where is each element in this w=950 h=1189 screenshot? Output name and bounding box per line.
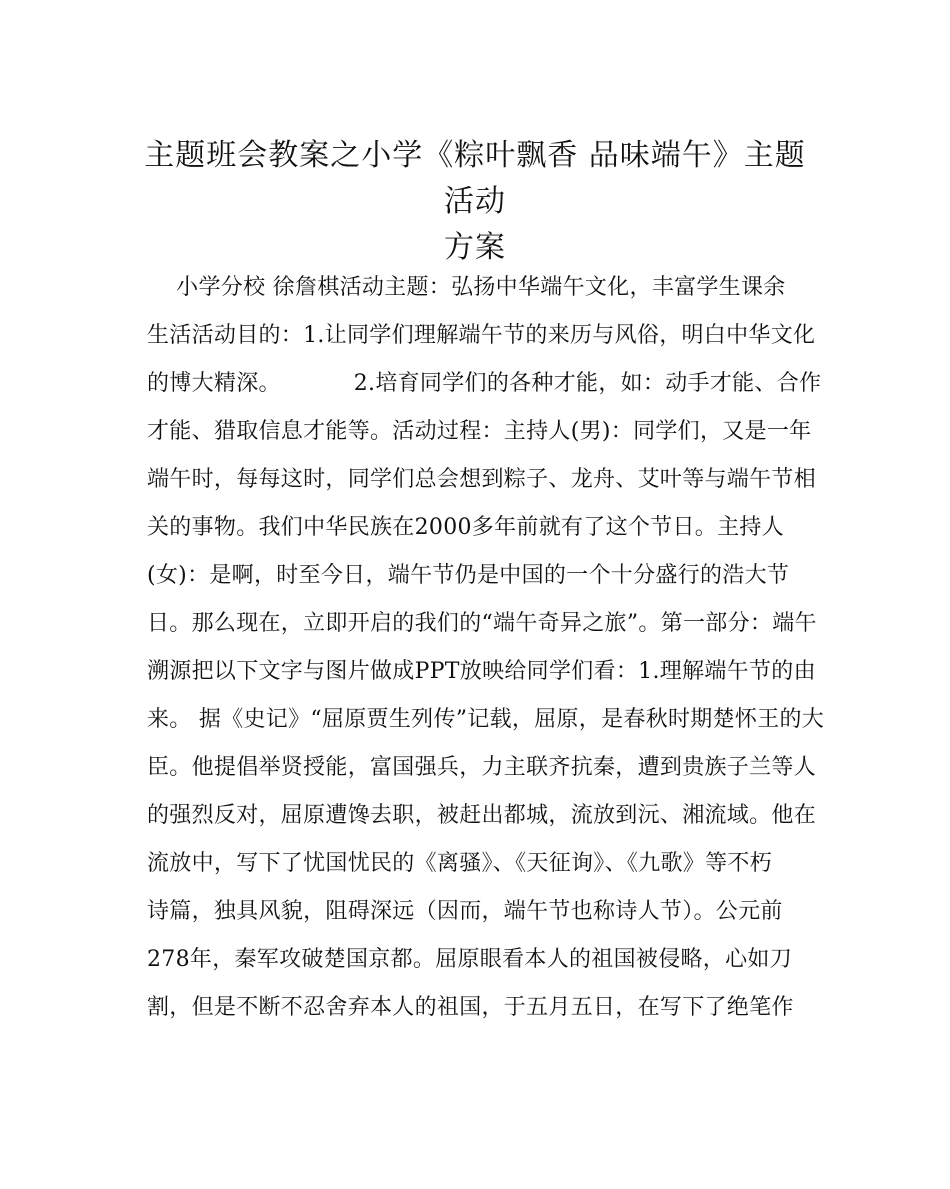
body-line-15: 278年，秦军攻破楚国京都。屈原眼看本人的祖国被侵略，心如刀 xyxy=(147,947,792,972)
body-line-1: 小学分校 徐詹棋活动主题：弘扬中华端午文化，丰富学生课余 xyxy=(147,275,786,300)
body-line-3: 的博大精深。 2.培育同学们的各种才能，如：动手才能、合作 xyxy=(147,371,822,396)
title-line-2: 方案 xyxy=(444,230,506,265)
body-line-8: 日。那么现在，立即开启的我们的“端午奇异之旅”。第一部分：端午 xyxy=(147,611,817,636)
body-line-2: 生活活动目的：1.让同学们理解端午节的来历与风俗，明白中华文化 xyxy=(147,323,816,348)
body-line-5: 端午时，每每这时，同学们总会想到粽子、龙舟、艾叶等与端午节相 xyxy=(147,467,817,492)
body-line-16: 割，但是不断不忍舍弃本人的祖国，于五月五日，在写下了绝笔作 xyxy=(147,995,794,1020)
title-line-1: 主题班会教案之小学《粽叶飘香 品味端午》主题活动 xyxy=(144,138,806,219)
body-line-11: 臣。他提倡举贤授能，富国强兵，力主联齐抗秦，遭到贵族子兰等人 xyxy=(147,755,817,780)
document-title xyxy=(140,133,810,271)
body-line-9: 溯源把以下文字与图片做成PPT放映给同学们看：1.理解端午节的由 xyxy=(147,659,816,684)
body-line-4: 才能、猎取信息才能等。活动过程：主持人(男)：同学们，又是一年 xyxy=(147,419,812,444)
body-line-13: 流放中，写下了忧国忧民的《离骚》、《天征询》、《九歌》等不朽 xyxy=(147,851,773,876)
body-line-12: 的强烈反对，屈原遭馋去职，被赶出都城，流放到沅、湘流域。他在 xyxy=(147,803,817,828)
document-body xyxy=(147,264,825,1032)
body-line-10: 来。 据《史记》“屈原贾生列传”记载，屈原，是春秋时期楚怀王的大 xyxy=(147,707,825,732)
body-line-7: (女)：是啊，时至今日，端午节仍是中国的一个十分盛行的浩大节 xyxy=(147,563,790,588)
body-line-6: 关的事物。我们中华民族在2000多年前就有了这个节日。主持人 xyxy=(147,515,784,540)
body-line-14: 诗篇，独具风貌，阻碍深远（因而，端午节也称诗人节）。公元前 xyxy=(147,899,783,924)
